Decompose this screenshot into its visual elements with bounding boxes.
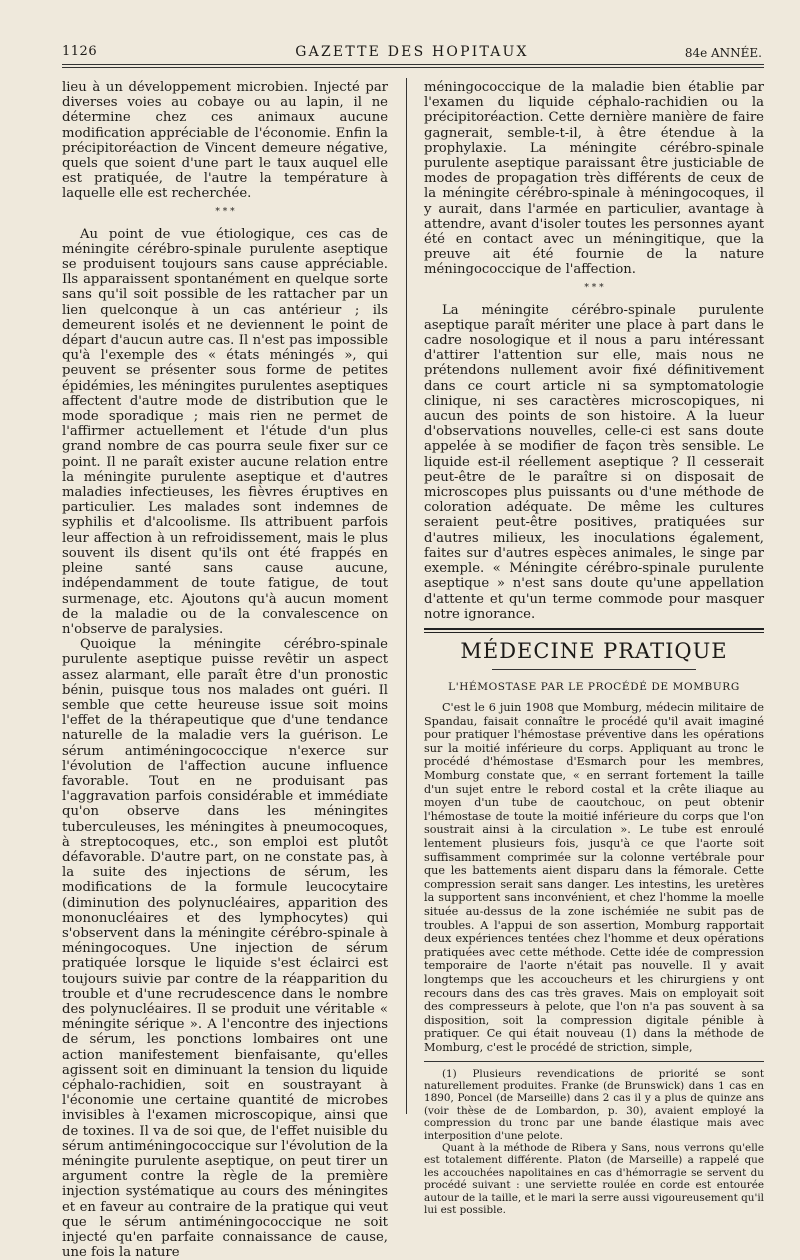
- header-rule-secondary: [62, 67, 764, 68]
- paragraph: Au point de vue étiologique, ces cas de méningite cérébro-spinale purulente aseptique se produisent toujours sans cause appréciable. Ils apparaissent spontanément en quelque sorte sans qu'il soit possible de les rattacher par un lien quelconque à un cas antérieur ; ils demeurent isolés et ne deviennent le point de départ d'aucun autre cas. Il n'est pas impossible qu'à l'exemple des « états méningés », qui peuvent se présenter sous forme de petites épidémies, les méningites purulentes aseptiques affectent d'autre mode de distribution que le mode sporadique ; mais rien ne permet de l'affirmer actuellement et l'étude d'un plus grand nombre de cas pourra seule fixer sur ce point. Il ne paraît exister aucune relation entre la méningite purulente aseptique et d'autres maladies infectieuses, les fièvres éruptives en particulier. Les malades sont indemnes de syphilis et d'alcoolisme. Ils attribuent parfois leur affection à un refroidissement, mais le plus souvent ils disent qu'ils ont été frappés en pleine santé sans cause aucune, indépendamment de toute fatigue, de tout surmenage, etc. Ajoutons qu'à aucun moment de la maladie ou de la convalescence on n'observe de paralysies.: [62, 226, 388, 637]
- journal-title: GAZETTE DES HOPITAUX: [295, 44, 529, 60]
- section-rule: [424, 628, 764, 630]
- section-rule-thin: [424, 632, 764, 633]
- column-divider: [406, 78, 407, 1114]
- footnote: Quant à la méthode de Ribera y Sans, nous verrons qu'elle est totalement différente. Platon (de Marseille) a rappelé que les accouchées napolitaines en cas d'hémorragie se servent du procédé suivant : une serviette roulée en corde est entourée autour de la taille, et le mari la serre aussi vigoureusement qu'il lui est possible.: [424, 1141, 764, 1217]
- left-column: [62, 80, 388, 1260]
- page-number: 1126: [62, 44, 98, 59]
- footnote-rule: [424, 1061, 764, 1062]
- journal-year: 84e ANNÉE.: [684, 46, 762, 60]
- section-separator: * * *: [215, 206, 235, 217]
- right-column: [424, 80, 764, 1216]
- title-rule: [492, 669, 696, 670]
- article-body: C'est le 6 juin 1908 que Momburg, médecin militaire de Spandau, faisait connaître le procédé qu'il avait imaginé pour pratiquer l'hémostase préventive dans les opérations sur la moitié inférieure du corps. Appliquant au tronc le procédé d'hémostase d'Esmarch pour les membres, Momburg constate que, « en serrant fortement la taille d'un sujet entre le rebord costal et la crête iliaque au moyen d'un tube de caoutchouc, on peut obtenir l'hémostase de toute la moitié inférieure du corps que l'on soustrait ainsi à la circulation ». Le tube est enroulé lentement plusieurs fois, jusqu'à ce que l'aorte soit suffisamment comprimée sur la colonne vertébrale pour que les battements aient disparu dans la fémorale. Cette compression serait sans danger. Les intestins, les uretères la supportent sans inconvénient, et chez l'homme la moelle située au-dessus de la zone ischémiée ne subit pas de troubles. A l'appui de son assertion, Momburg rapportait deux expériences tentées chez l'homme et deux opérations pratiquées avec cette méthode. Cette idée de compression temporaire de l'aorte n'était pas nouvelle. Il y avait longtemps que les accoucheurs et les chirurgiens y ont recours dans des cas très graves. Mais on employait soit des compresseurs à pelote, que l'on n'a pas souvent à sa disposition, soit la compression digitale pénible à pratiquer. Ce qui était nouveau (1) dans la méthode de Momburg, c'est le procédé de striction, simple,: [424, 701, 764, 1054]
- paragraph: Quoique la méningite cérébro-spinale purulente aseptique puisse revêtir un aspect assez alarmant, elle paraît être d'un pronostic bénin, puisque tous nos malades ont guéri. Il semble que cette heureuse issue soit moins l'effet de la thérapeutique que d'une tendance naturelle de la maladie vers la guérison. Le sérum antiméningococcique n'exerce sur l'évolution de l'affection aucune influence favorable. Tout en ne produisant pas l'aggravation parfois considérable et immédiate qu'on observe dans les méningites tuberculeuses, les méningites à pneumocoques, à streptocoques, etc., son emploi est plutôt défavorable. D'autre part, on ne constate pas, à la suite des injections de sérum, les modifications de la formule leucocytaire (diminution des polynucléaires, apparition des mononucléaires et des lymphocytes) qui s'observent dans la méningite cérébro-spinale à méningocoques. Une injection de sérum pratiquée lorsque le liquide s'est éclairci est toujours suivie par contre de la réapparition du trouble et d'une recrudescence dans le nombre des polynucléaires. Il se produit une véritable « méningite sérique ». A l'encontre des injections de sérum, les ponctions lombaires ont une action manifestement bienfaisante, qu'elles agissent soit en diminuant la tension du liquide céphalo-rachidien, soit en soustrayant à l'économie une certaine quantité de microbes invisibles à l'examen microscopique, ainsi que de toxines. Il va de soi que, de l'effet nuisible du sérum antiméningococcique sur l'évolution de la méningite purulente aseptique, on peut tirer un argument contre la règle de la première injection systématique au cours des méningites et en faveur au contraire de la pratique qui veut que le sérum antiméningococcique ne soit injecté qu'en parfaite connaissance de cause, une fois la nature: [62, 637, 388, 1260]
- page-header: [62, 44, 762, 66]
- section-title: MÉDECINE PRATIQUE: [460, 638, 728, 663]
- section-separator: * * *: [584, 282, 604, 293]
- paragraph: La méningite cérébro-spinale purulente aseptique paraît mériter une place à part dans le cadre nosologique et il nous a paru intéressant d'attirer l'attention sur elle, mais nous ne prétendons nullement avoir fixé définitivement dans ce court article ni sa symptomatologie clinique, ni ses caractères microscopiques, ni aucun des points de son histoire. A la lueur d'observations nouvelles, celle-ci est sans doute appelée à se modifier de façon très sensible. Le liquide est-il réellement aseptique ? Il cesserait peut-être de le paraître si on disposait de microscopes plus puissants ou d'une méthode de coloration adéquate. De même les cultures seraient peut-être positives, pratiquées sur d'autres milieux, les inoculations également, faites sur d'autres espèces animales, le singe par exemple. « Méningite cérébro-spinale purulente aseptique » n'est sans doute qu'une appellation d'attente et qu'un terme commode pour masquer notre ignorance.: [424, 302, 764, 622]
- footnote: (1) Plusieurs revendications de priorité se sont naturellement produites. Franke (de Brunswick) dans 1 cas en 1890, Poncel (de Marseille) dans 2 cas il y a plus de quinze ans (voir thèse de de Lombardon, p. 30), avaient employé la compression du tronc par une bande élastique mais avec interposition d'une pelote.: [424, 1067, 764, 1142]
- article-title: L'HÉMOSTASE PAR LE PROCÉDÉ DE MOMBURG: [448, 680, 740, 693]
- paragraph: lieu à un développement microbien. Injecté par diverses voies au cobaye ou au lapin, il ne détermine chez ces animaux aucune modification appréciable de l'économie. Enfin la précipitoréaction de Vincent demeure négative, quels que soient d'une part le taux auquel elle est pratiquée, de l'autre la température à laquelle elle est recherchée.: [62, 80, 388, 202]
- header-rule: [62, 64, 764, 65]
- paragraph: méningococcique de la maladie bien établie par l'examen du liquide céphalo-rachidien ou la précipitoréaction. Cette dernière manière de faire gagnerait, semble-t-il, à être étendue à la prophylaxie. La méningite cérébro-spinale purulente aseptique paraissant être justiciable de modes de propagation très différents de ceux de la méningite cérébro-spinale à méningocoques, il y aurait, dans l'armée en particulier, avantage à attendre, avant d'isoler toutes les personnes ayant été en contact avec un méningitique, que la preuve ait été fournie de la nature méningococcique de l'affection.: [424, 80, 764, 278]
